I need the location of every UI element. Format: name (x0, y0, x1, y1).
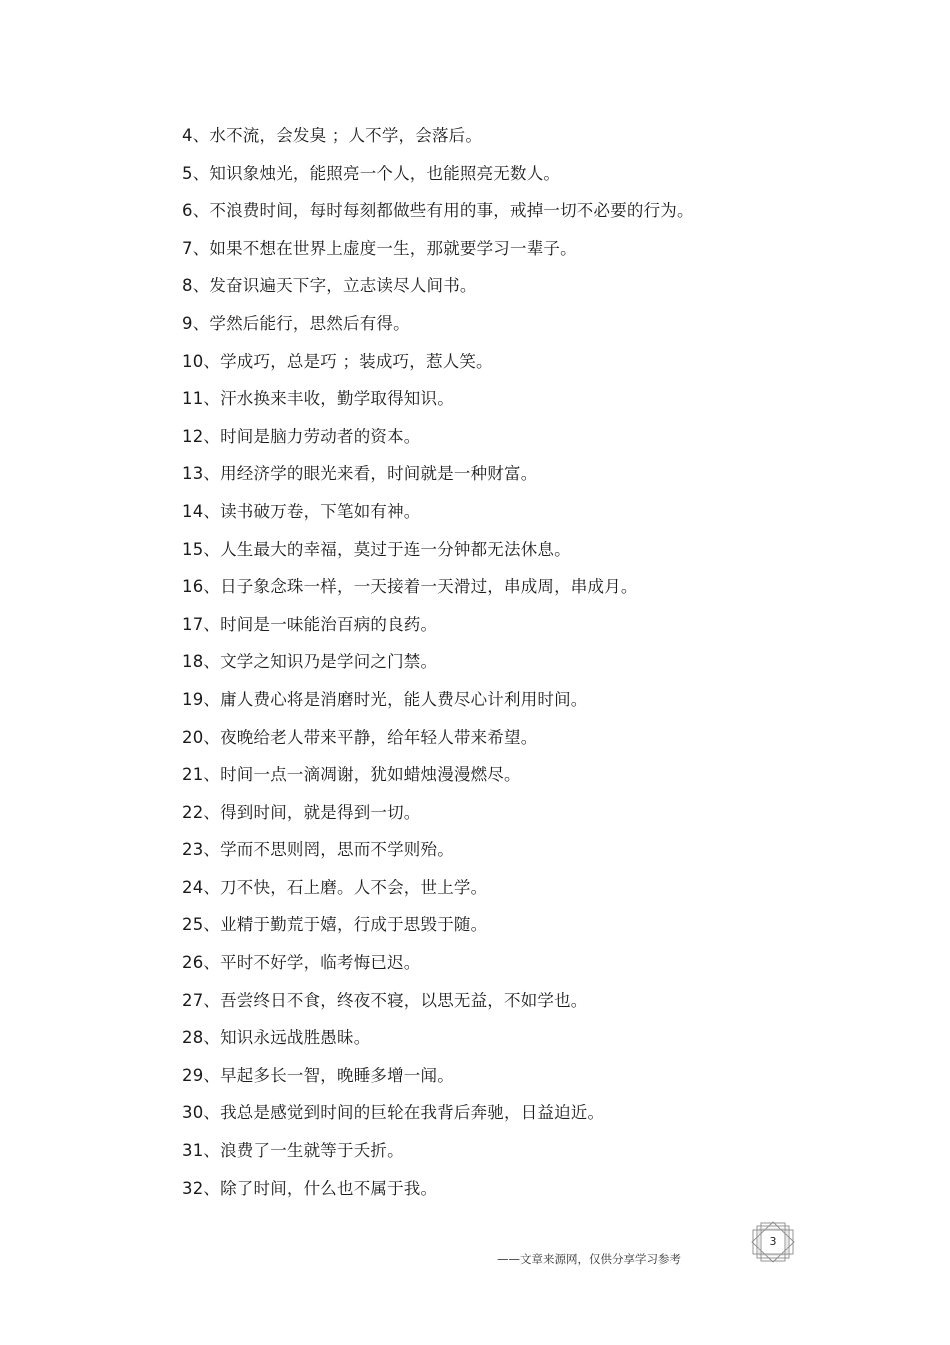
quote-line: 32、除了时间，什么也不属于我。 (182, 1178, 438, 1198)
quote-line: 29、早起多长一智，晚睡多增一闻。 (182, 1065, 454, 1085)
quote-line: 8、发奋识遍天下字，立志读尽人间书。 (182, 276, 477, 296)
quote-line: 23、学而不思则罔，思而不学则殆。 (182, 840, 454, 860)
footer-source-note: ——文章来源网，仅供分享学习参考 (497, 1252, 681, 1266)
quote-line: 7、如果不想在世界上虚度一生，那就要学习一辈子。 (182, 238, 577, 258)
quote-line: 30、我总是感觉到时间的巨轮在我背后奔驰，日益迫近。 (182, 1103, 605, 1123)
quote-line: 26、平时不好学，临考悔已迟。 (182, 953, 421, 973)
quote-line: 11、汗水换来丰收，勤学取得知识。 (182, 389, 454, 409)
quote-line: 10、学成巧，总是巧 ；装成巧，惹人笑。 (182, 351, 493, 371)
quote-line: 4、水不流，会发臭 ；人不学，会落后。 (182, 126, 483, 145)
quote-line: 31、浪费了一生就等于夭折。 (182, 1141, 404, 1161)
quote-line: 13、用经济学的眼光来看，时间就是一种财富。 (182, 464, 538, 484)
page-number: 3 (769, 1235, 777, 1248)
quote-line: 14、读书破万卷，下笔如有神。 (182, 501, 421, 521)
quote-line: 22、得到时间，就是得到一切。 (182, 802, 421, 822)
quote-line: 24、刀不快，石上磨。人不会，世上学。 (182, 877, 488, 897)
page-number-badge (749, 1221, 797, 1263)
quote-line: 18、文学之知识乃是学问之门禁。 (182, 652, 438, 672)
quote-line: 17、时间是一味能治百病的良药。 (182, 614, 438, 634)
quote-line: 6、不浪费时间，每时每刻都做些有用的事，戒掉一切不必要的行为。 (182, 201, 694, 221)
quote-line: 12、时间是脑力劳动者的资本。 (182, 426, 421, 446)
quote-line: 9、学然后能行，思然后有得。 (182, 313, 410, 333)
quote-line: 19、庸人费心将是消磨时光，能人费尽心计利用时间。 (182, 689, 588, 709)
quote-line: 15、人生最大的幸福，莫过于连一分钟都无法休息。 (182, 539, 571, 559)
quote-line: 21、时间一点一滴凋谢，犹如蜡烛漫漫燃尽。 (182, 765, 521, 785)
quote-list (182, 123, 882, 1213)
quote-line: 25、业精于勤荒于嬉，行成于思毁于随。 (182, 915, 488, 935)
quote-line: 27、吾尝终日不食，终夜不寝，以思无益，不如学也。 (182, 990, 588, 1010)
quote-line: 28、知识永远战胜愚昧。 (182, 1028, 371, 1048)
quote-line: 16、日子象念珠一样，一天接着一天滑过，串成周，串成月。 (182, 577, 638, 597)
quote-line: 5、知识象烛光，能照亮一个人，也能照亮无数人。 (182, 163, 561, 183)
quote-line: 20、夜晚给老人带来平静，给年轻人带来希望。 (182, 727, 538, 747)
